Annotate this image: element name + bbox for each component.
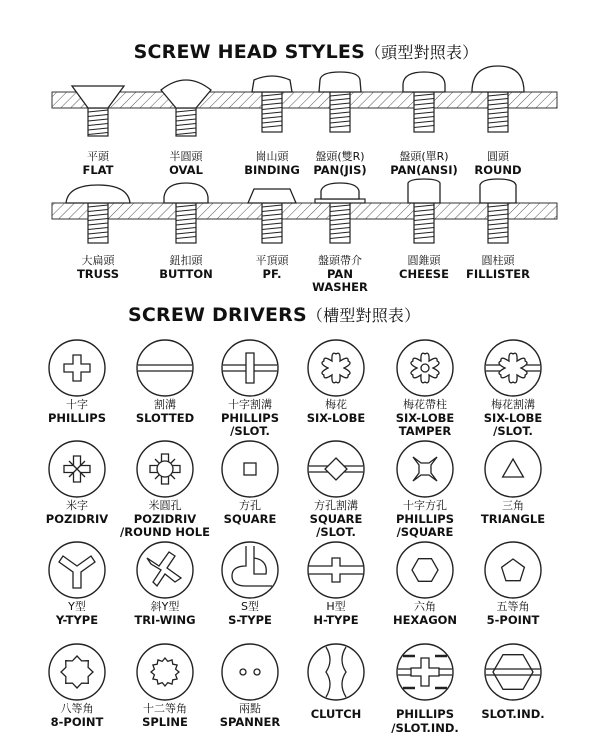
label-en: HEXAGON [392,612,458,627]
s-type-drive-icon [222,542,278,598]
head-label-9 [294,254,386,295]
label-cn: 三角 [502,499,524,512]
label-en: /SLOT. [493,424,533,438]
drive-circle [137,542,193,598]
label-cn: 方孔 [239,499,261,512]
label-en: BUTTON [159,266,213,281]
label-cn: 八等角 [60,702,94,715]
head-label-5 [452,150,544,177]
drive-circle [397,542,453,598]
six-lobe-tamper-drive-icon [397,340,453,396]
label-en: /SLOT. [230,424,270,438]
label-en: POZIDRIV [133,511,197,526]
label-en: CHEESE [399,266,449,281]
head-label-11 [452,254,544,281]
label-en: CLUTCH [310,707,362,721]
drive-circle [222,542,278,598]
label-cn: 盤頭帶介 [318,254,362,267]
label-cn: 大扁頭 [81,254,115,267]
label-cn: 圓柱頭 [481,254,515,267]
drive-label-22 [379,708,471,735]
phillips-slot-drive-icon [222,340,278,396]
label-en: TRUSS [76,266,120,281]
label-en: SIX-LOBE [483,410,543,425]
plate-2 [52,203,557,219]
pozidriv-round-hole-drive-icon [137,441,193,497]
drive-label-3 [290,398,382,425]
head-label-3 [294,150,386,177]
six-lobe-drive-icon [308,340,364,396]
drive-label-2 [204,398,296,439]
label-en: SIX-LOBE [395,410,455,425]
drive-label-8 [204,499,296,526]
label-cn: 鈕扣頭 [169,254,203,267]
hexagon-drive-icon [397,542,453,598]
label-en: SIX-LOBE [306,410,366,425]
drive-circle [308,644,364,700]
label-en: POZIDRIV [45,511,109,526]
spline-drive-icon [137,644,193,700]
label-cn: 斜Y型 [150,600,180,613]
screw-drivers-title-en: SCREW DRIVERS [128,304,307,326]
drive-label-17 [467,600,559,627]
label-cn: 半圓頭 [169,150,203,163]
drive-circle [308,340,364,396]
label-en: FLAT [82,162,114,177]
drive-label-15 [290,600,382,627]
drive-label-13 [119,600,211,627]
label-cn: 崗山頭 [255,150,289,163]
drive-label-12 [31,600,123,627]
phillips-slot-ind-drive-icon [397,644,453,700]
h-type-drive-icon [308,542,364,598]
label-en: ROUND [474,162,522,177]
drive-label-18 [31,702,123,729]
phillips-square-drive-icon [397,441,453,497]
label-cn: 盤頭(單R) [399,150,449,163]
drive-label-1 [119,398,211,425]
label-en: TRIANGLE [480,511,546,526]
label-en: PF. [262,266,282,281]
label-cn: S型 [241,600,259,613]
label-cn: 十字 [66,398,88,411]
head-label-6 [52,254,144,281]
drive-label-7 [119,499,211,540]
clutch-drive-icon [308,644,364,700]
label-cn: 割溝 [154,398,176,411]
label-en: PAN(JIS) [313,162,367,177]
drive-circle [397,441,453,497]
label-cn: H型 [326,600,346,613]
label-cn: 兩點 [239,702,261,715]
y-type-drive-icon [49,542,105,598]
label-en: SPLINE [142,714,188,729]
label-en: S-TYPE [228,612,272,627]
label-en: SPANNER [219,714,281,729]
label-en: SLOTTED [135,410,195,425]
label-cn: 盤頭(雙R) [315,150,365,163]
head-label-1 [140,150,232,177]
label-en: FILLISTER [466,266,530,281]
drive-label-6 [31,499,123,526]
drive-circle [485,441,541,497]
label-en: 5-POINT [486,612,540,627]
label-en: PHILLIPS [48,410,106,425]
pozidriv-drive-icon [49,441,105,497]
label-en: PAN [327,266,353,281]
drive-circle [485,542,541,598]
label-cn: 十字方孔 [403,499,447,512]
label-cn: 十字割溝 [228,398,272,411]
drive-label-19 [119,702,211,729]
label-en: Y-TYPE [55,612,99,627]
drive-circle [485,340,541,396]
drive-label-10 [379,499,471,540]
label-cn: 平頭 [87,150,109,163]
drive-label-14 [204,600,296,627]
head-label-0 [52,150,144,177]
label-en: PHILLIPS [396,511,454,526]
drive-circle [222,441,278,497]
plate-1 [52,92,557,108]
label-cn: Y型 [68,600,86,613]
drive-circle [222,644,278,700]
label-en: TRI-WING [134,612,196,627]
eight-point-drive-icon [49,644,105,700]
drive-label-9 [290,499,382,540]
label-cn: 圓錐頭 [407,254,441,267]
label-en: /ROUND HOLE [120,525,210,539]
drive-label-21 [290,708,382,722]
label-cn: 圓頭 [487,150,509,163]
label-cn: 六角 [414,600,436,613]
drive-circle [308,542,364,598]
drive-circle [49,542,105,598]
label-cn: 十二等角 [143,702,187,715]
head-styles-title-en: SCREW HEAD STYLES [133,41,365,63]
six-lobe-slot-drive-icon [485,340,541,396]
spanner-drive-icon [222,644,278,700]
square-slot-drive-icon [308,441,364,497]
drive-circle [222,340,278,396]
triangle-drive-icon [485,441,541,497]
drive-label-23 [467,708,559,722]
drive-circle [49,644,105,700]
label-en: SQUARE [309,511,363,526]
label-en: OVAL [169,162,203,177]
drive-label-0 [31,398,123,425]
label-cn: 米圓孔 [148,499,182,512]
label-en: 8-POINT [50,714,104,729]
drive-circle [397,340,453,396]
label-cn: 五等角 [496,600,530,613]
label-en: BINDING [244,162,300,177]
label-en: /SLOT.IND. [391,720,459,735]
drive-label-20 [204,702,296,729]
label-cn: 平頂頭 [255,254,289,267]
drive-circle [137,340,193,396]
phillips-drive-icon [49,340,105,396]
label-cn: 方孔割溝 [314,499,358,512]
square-drive-icon [222,441,278,497]
drive-label-4 [379,398,471,439]
slotted-drive-icon [137,340,193,396]
label-en: PAN(ANSI) [390,162,458,177]
flat-head-icon [72,86,124,136]
drive-circle [137,644,193,700]
label-en: PHILLIPS [221,410,279,425]
head-styles-title-cn: （頭型對照表） [364,43,479,62]
label-en: H-TYPE [313,612,359,627]
drive-label-16 [379,600,471,627]
label-en: SQUARE [223,511,277,526]
head-label-7 [140,254,232,281]
label-en: TAMPER [398,424,452,438]
label-en: /SQUARE [396,525,454,539]
five-point-drive-icon [485,542,541,598]
drive-label-11 [467,499,559,526]
slot-ind-drive-icon [485,644,541,700]
label-en: WASHER [312,280,368,294]
label-cn: 梅花割溝 [491,398,535,411]
label-cn: 梅花帶柱 [403,398,447,411]
drive-circle [49,340,105,396]
label-en: SLOT.IND. [481,707,545,721]
label-cn: 米字 [66,499,88,512]
label-en: /SLOT. [316,525,356,539]
drive-circle [308,441,364,497]
tri-wing-drive-icon [137,542,193,598]
label-en: PHILLIPS [396,707,454,721]
label-cn: 梅花 [325,398,347,411]
drive-label-5 [467,398,559,439]
screw-drivers-title-cn: （槽型對照表） [306,306,421,325]
